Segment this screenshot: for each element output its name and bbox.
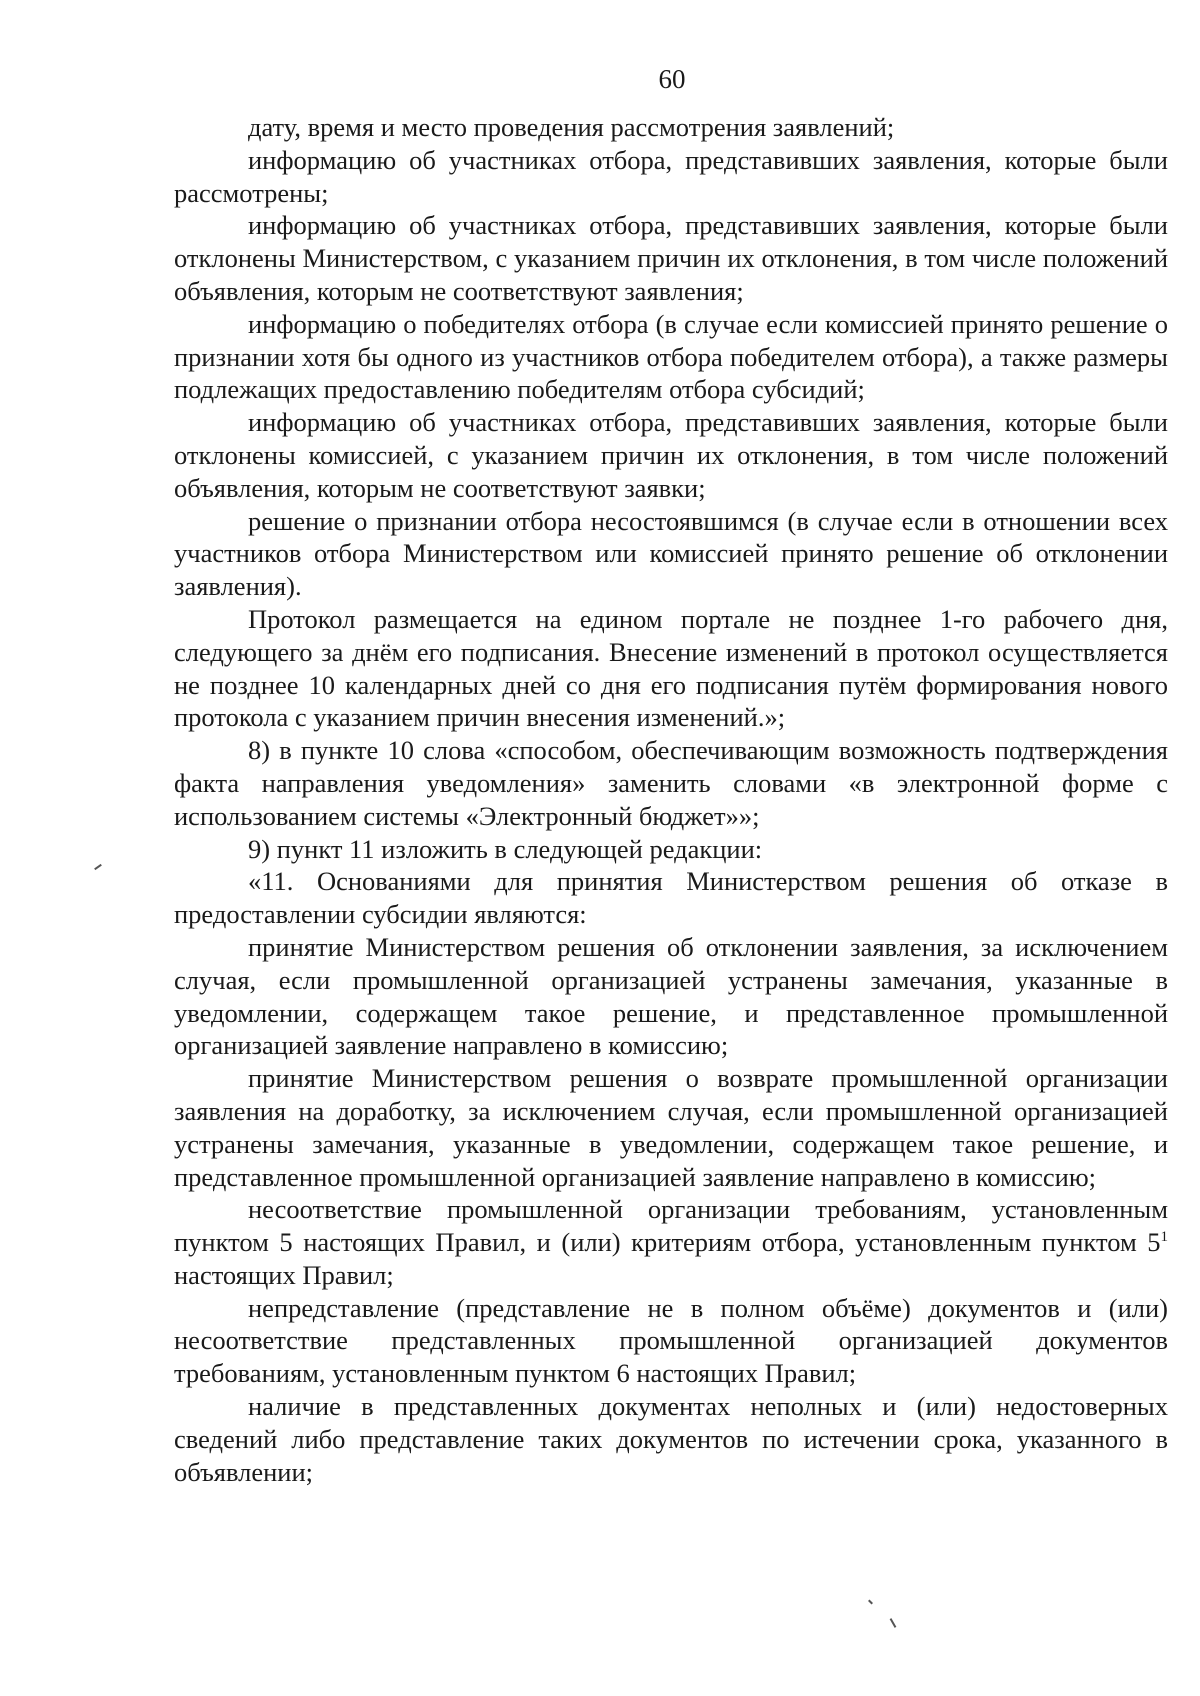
paragraph: Протокол размещается на едином портале не позднее 1-го рабочего дня, следующего за днём его подписания. Внесение изменений в протокол осуществляется не позднее 10 календарных дней со дня его подписания путём формирования нового протокола с указанием причин внесения изменений.»; <box>174 603 1168 733</box>
scan-mark <box>890 1618 897 1628</box>
paragraph: «11. Основаниями для принятия Министерством решения об отказе в предоставлении субсидии являются: <box>174 866 1168 930</box>
paragraph: информацию об участниках отбора, представивших заявления, которые были отклонены комиссией, с указанием причин их отклонения, в том числе положений объявления, которым не соответствуют заявки; <box>174 407 1168 503</box>
page-number: 60 <box>658 64 686 94</box>
paragraph: наличие в представленных документах неполных и (или) недостоверных сведений либо представление таких документов по истечении срока, указанного в объявлении; <box>174 1391 1168 1487</box>
superscript: 1 <box>1160 1229 1168 1246</box>
paragraph: принятие Министерством решения об отклонении заявления, за исключением случая, если промышленной организацией устранены замечания, указанные в уведомлении, содержащем такое решение, и представленное промышленной организацией заявление направлено в комиссию; <box>174 931 1168 1061</box>
paragraph: дату, время и место проведения рассмотрения заявлений; <box>248 112 895 142</box>
paragraph: 8) в пункте 10 слова «способом, обеспечивающим возможность подтверждения факта направления уведомления» заменить словами «в электронной форме с использованием системы «Электронный бюджет»»; <box>174 735 1168 831</box>
paragraph-criteria-tail: настоящих Правил; <box>174 1259 394 1290</box>
scan-mark <box>94 864 102 870</box>
paragraph: 9) пункт 11 изложить в следующей редакции: <box>248 833 763 864</box>
scan-mark <box>868 1600 873 1605</box>
paragraph-criteria-text: несоответствие промышленной организации требованиям, установленным пунктом 5 настоящих Правил, и (или) критериям отбора, установленным пунктом 5 <box>174 1194 1168 1258</box>
paragraph: информацию об участниках отбора, представивших заявления, которые были рассмотрены; <box>174 144 1168 208</box>
paragraph: информацию об участниках отбора, представивших заявления, которые были отклонены Министерством, с указанием причин их отклонения, в том числе положений объявления, которым не соответствуют заявления; <box>174 210 1168 306</box>
paragraph-criteria <box>174 1193 1168 1291</box>
document-body <box>174 111 1168 1488</box>
paragraph: непредставление (представление не в полном объёме) документов и (или) несоответствие представленных промышленной организацией документов требованиям, установленным пунктом 6 настоящих Правил; <box>174 1292 1168 1389</box>
paragraph: решение о признании отбора несостоявшимся (в случае если в отношении всех участников отбора Министерством или комиссией принято решение об отклонении заявления). <box>174 505 1168 602</box>
paragraph: информацию о победителях отбора (в случае если комиссией принято решение о признании хотя бы одного из участников отбора победителем отбора), а также размеры подлежащих предоставлению победителям отбора субсидий; <box>174 308 1168 405</box>
paragraph: принятие Министерством решения о возврате промышленной организации заявления на доработку, за исключением случая, если промышленной организацией устранены замечания, указанные в уведомлении, содержащем такое решение, и представленное промышленной организацией заявление направлено в комиссию; <box>174 1063 1168 1192</box>
